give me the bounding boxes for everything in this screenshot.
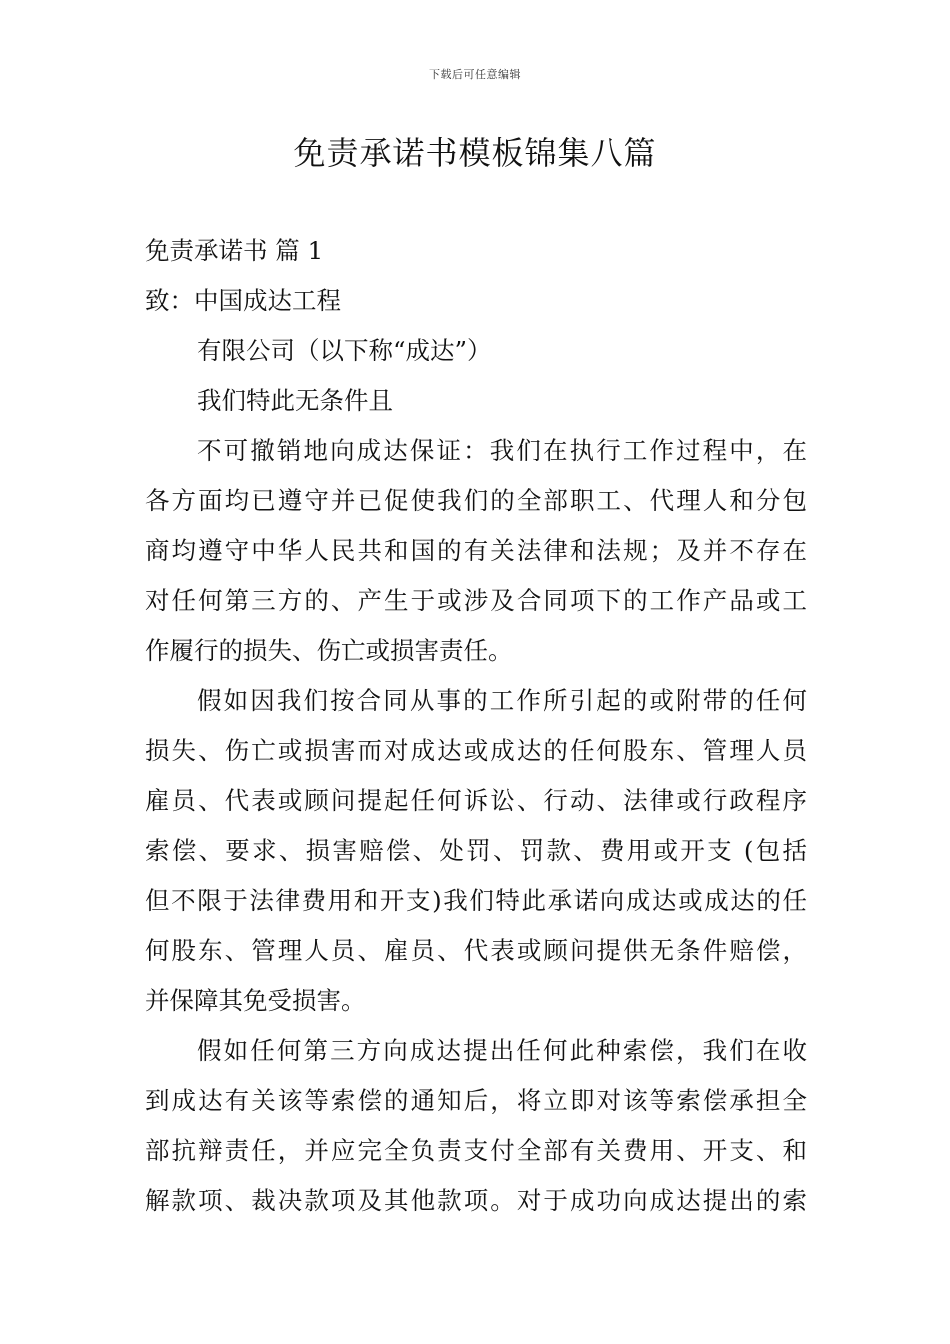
document-body [145, 226, 807, 1226]
body-line: 各方面均已遵守并已促使我们的全部职工、代理人和分包 [145, 486, 807, 515]
body-line: 假如因我们按合同从事的工作所引起的或附带的任何 [197, 686, 807, 715]
body-line: 雇员、代表或顾问提起任何诉讼、行动、法律或行政程序 [145, 786, 807, 815]
body-line: 损失、伤亡或损害而对成达或成达的任何股东、管理人员 [145, 736, 807, 765]
body-line: 致：中国成达工程 [145, 286, 341, 315]
body-line: 并保障其免受损害。 [145, 986, 366, 1015]
body-line: 不可撤销地向成达保证：我们在执行工作过程中，在 [197, 436, 807, 465]
body-line: 但不限于法律费用和开支)我们特此承诺向成达或成达的任 [145, 886, 807, 915]
body-line: 免责承诺书 篇 1 [145, 236, 324, 265]
body-line: 何股东、管理人员、雇员、代表或顾问提供无条件赔偿， [145, 936, 807, 965]
body-line: 商均遵守中华人民共和国的有关法律和法规；及并不存在 [145, 536, 807, 565]
body-line: 我们特此无条件且 [197, 386, 393, 415]
body-line: 解款项、裁决款项及其他款项。对于成功向成达提出的索 [145, 1186, 807, 1215]
body-line: 到成达有关该等索偿的通知后，将立即对该等索偿承担全 [145, 1086, 807, 1115]
body-line: 有限公司（以下称“成达”） [197, 336, 492, 365]
body-line: 对任何第三方的、产生于或涉及合同项下的工作产品或工 [145, 586, 807, 615]
body-line: 假如任何第三方向成达提出任何此种索偿，我们在收 [197, 1036, 807, 1065]
body-line: 作履行的损失、伤亡或损害责任。 [145, 636, 513, 665]
body-line: 索偿、要求、损害赔偿、处罚、罚款、费用或开支 (包括 [145, 836, 807, 865]
header-note: 下载后可任意编辑 [429, 68, 521, 81]
body-line: 部抗辩责任，并应完全负责支付全部有关费用、开支、和 [145, 1136, 807, 1165]
document-title: 免责承诺书模板锦集八篇 [293, 134, 657, 172]
